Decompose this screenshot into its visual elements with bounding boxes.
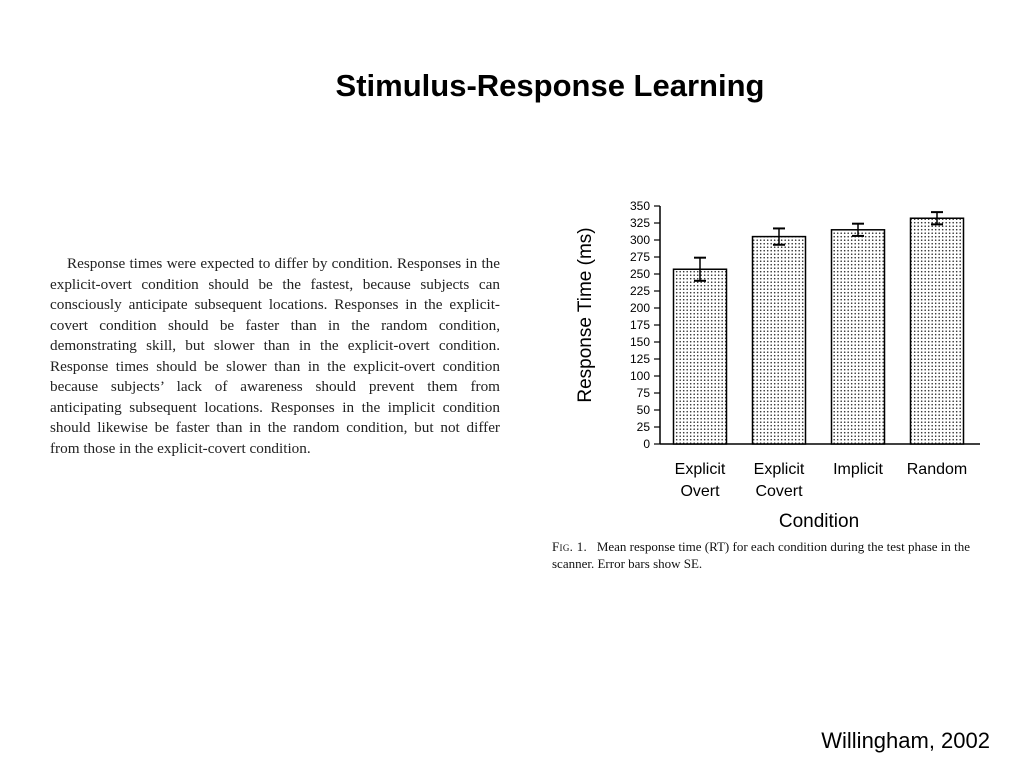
bar	[753, 237, 806, 444]
y-tick-label: 250	[629, 267, 650, 281]
y-tick-label: 325	[629, 216, 650, 230]
y-tick-label: 50	[636, 403, 650, 417]
y-tick-label: 125	[629, 352, 650, 366]
y-tick-label: 300	[629, 233, 650, 247]
x-tick-label: Overt	[680, 483, 720, 500]
citation: Willingham, 2002	[821, 728, 990, 753]
y-tick-label: 225	[629, 284, 650, 298]
figure-caption	[552, 538, 1004, 572]
y-tick-label: 0	[643, 437, 650, 451]
y-tick-label: 175	[629, 318, 650, 332]
y-tick-label: 150	[629, 335, 650, 349]
y-tick-label: 275	[629, 250, 650, 264]
x-tick-label: Explicit	[674, 461, 726, 478]
x-tick-label: Implicit	[833, 461, 883, 478]
x-axis-title: Condition	[778, 511, 860, 532]
y-tick-label: 350	[629, 199, 650, 213]
y-tick-label: 25	[636, 420, 650, 434]
bar	[911, 218, 964, 444]
y-axis-title: Response Time (ms)	[575, 227, 596, 403]
x-tick-label: Covert	[755, 483, 803, 500]
y-tick-label: 200	[629, 301, 650, 315]
y-tick-label: 75	[636, 386, 650, 400]
figure-label: Fig. 1.	[552, 539, 588, 554]
bar	[832, 230, 885, 444]
x-tick-label: Random	[906, 461, 968, 478]
excerpt-paragraph: Response times were expected to differ by condition. Responses in the explicit-overt condition should be the fastest, because subjects can consciously anticipate subsequent locations. Responses in the explicit-covert condition should be faster than in the random condition, demonstrating skill, but slower than in the explicit-overt condition. Response times should be slower than in the explicit-overt condition because subjects’ lack of awareness should prevent them from anticipating subsequent locations. Responses in the implicit condition should likewise be faster than in the random condition, but not differ from those in the explicit-covert condition.	[50, 255, 500, 457]
response-time-bar-chart	[560, 190, 1000, 535]
y-tick-label: 100	[629, 369, 650, 383]
slide-title: Stimulus-Response Learning	[335, 68, 765, 103]
figure-caption-text: Mean response time (RT) for each condition during the test phase in the scanner. Error bars show SE.	[552, 539, 971, 571]
x-tick-label: Explicit	[753, 461, 805, 478]
bar	[674, 269, 727, 444]
